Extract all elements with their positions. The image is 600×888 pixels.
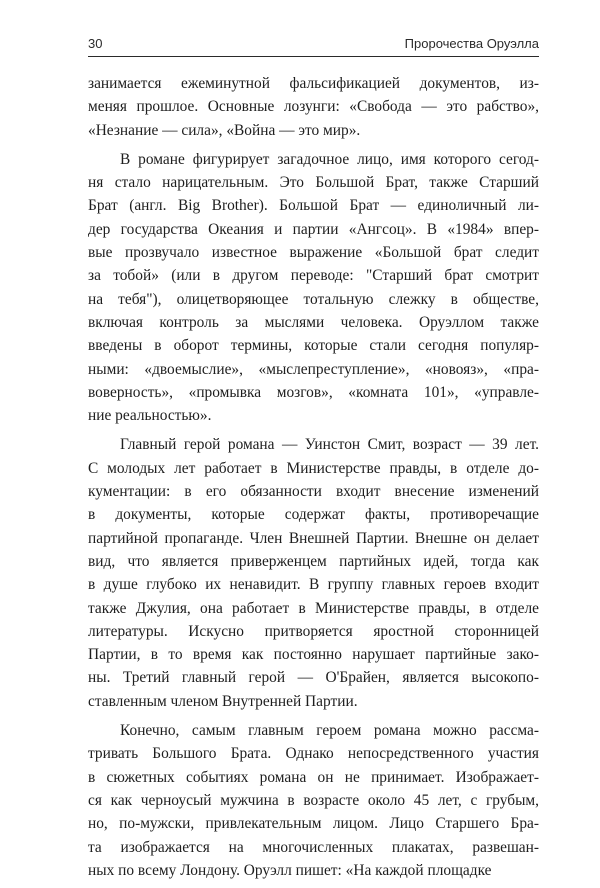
text-line: в сюжетных событиях романа он не принимает. Изображает- [88,768,539,786]
running-title: Пророчества Оруэлла [404,36,539,51]
text-line: за тобой» (или в другом переводе: "Старший брат смотрит [88,267,539,285]
text-line: введены в оборот термины, которые стали сегодня популяр- [88,337,539,355]
body-text [88,72,539,888]
text-line: дер государства Океания и партии «Ангсоц». В «1984» впер- [88,220,539,238]
text-line: также Джулия, она работает в Министерстве правды, в отделе [88,599,539,617]
text-line: в душе глубоко их ненавидит. В группу главных героев входит [88,576,539,594]
text-line: ние реальностью». [88,407,212,425]
text-line: С молодых лет работает в Министерстве правды, в отделе до- [88,459,539,477]
text-line: Партии, в то время как постоянно нарушает партийные зако- [88,646,539,664]
text-line: Конечно, самым главным героем романа можно рассма- [120,722,539,740]
text-line: та изображается на многочисленных плакатах, развешан- [88,838,539,856]
text-line: ня стало нарицательным. Это Большой Брат, также Старший [88,174,539,192]
text-line: вые прозвучало известное выражение «Большой брат следит [88,244,539,262]
text-line: меняя прошлое. Основные лозунги: «Свобода — это рабство», [88,98,539,116]
paragraph [88,719,539,882]
text-line: ставленным членом Внутренней Партии. [88,692,358,710]
text-line: в документы, которые содержат факты, противоречащие [88,506,539,524]
running-header [88,34,539,57]
text-line: но, по-мужски, привлекательным лицом. Лицо Старшего Бра- [88,815,539,833]
text-line: «Незнание — сила», «Война — это мир». [88,121,361,139]
text-line: партийной пропаганде. Член Внешней Партии. Внешне он делает [88,529,539,547]
paragraph [88,72,539,142]
text-line: занимается ежеминутной фальсификацией документов, из- [88,75,539,92]
text-line: В романе фигурирует загадочное лицо, имя которого сегод- [120,150,539,168]
text-line: ных по всему Лондону. Оруэлл пишет: «На каждой площадке [88,861,492,879]
paragraph [88,148,539,428]
text-line: на тебя"), олицетворяющее тотальную слежку в обществе, [88,290,539,308]
page-number: 30 [88,36,103,51]
text-line: Брат (англ. Big Brother). Большой Брат — единоличный ли- [88,197,539,215]
text-line: включая контроль за мыслями человека. Оруэллом также [88,313,539,331]
text-line: воверность», «промывка мозгов», «комната 101», «управле- [88,383,539,401]
text-line: ся как черноусый мужчина в возрасте около 45 лет, с грубым, [88,791,539,809]
text-line: вид, что является приверженцем партийных идей, тогда как [88,552,539,570]
text-line: тривать Большого Брата. Однако непосредственного участия [88,745,539,763]
paragraph [88,433,539,713]
text-line: ны. Третий главный герой — О'Брайен, является высокопо- [88,669,539,687]
text-line: литературы. Искусно притворяется яростной сторонницей [88,622,539,640]
text-line: кументации: в его обязанности входит внесение изменений [88,483,539,501]
text-line: ными: «двоемыслие», «мыслепреступление», «новояз», «пра- [88,360,539,378]
text-line: Главный герой романа — Уинстон Смит, возраст — 39 лет. [120,436,539,454]
